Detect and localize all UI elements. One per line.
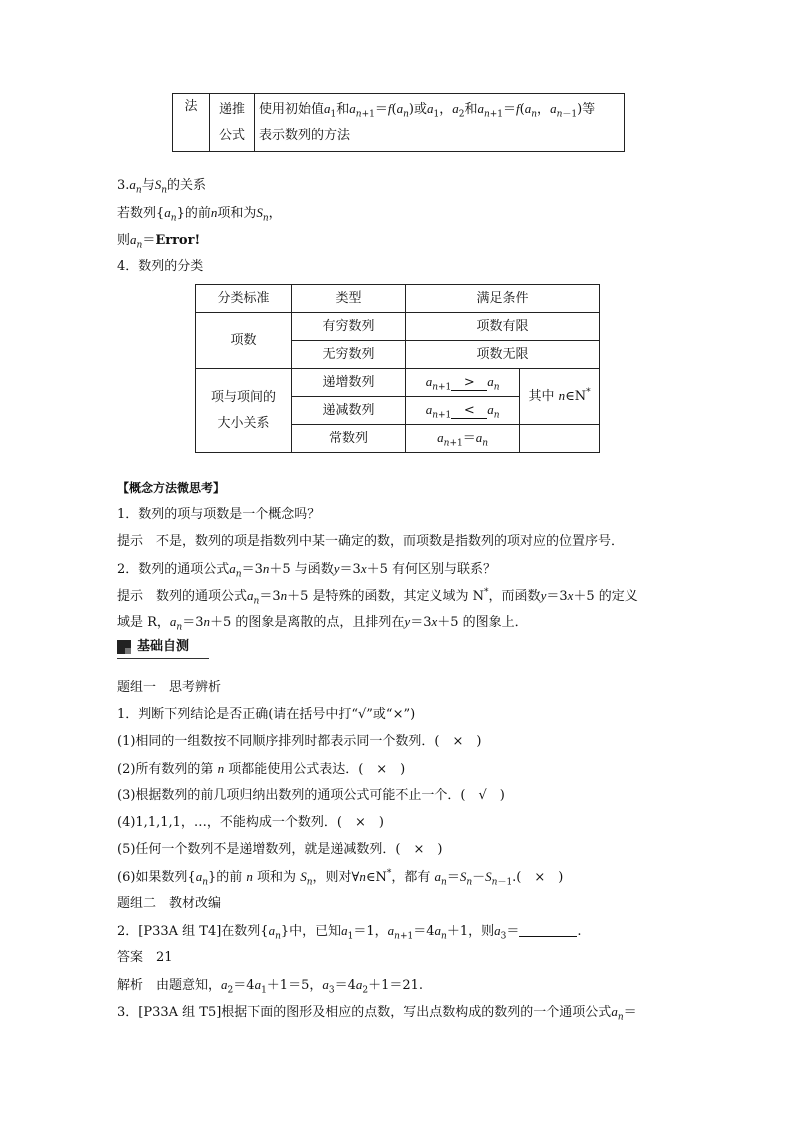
think-q2: 2．数列的通项公式$a_n=3n+5$ 与函数y＝3x＋5 有何区别与联系？	[117, 561, 497, 580]
think-header: 【概念方法微思考】	[117, 481, 226, 495]
cond-finite: 项数有限	[406, 313, 600, 341]
think-a2-line2: 域是 R，$a_n=3n+5$ 的图象是离散的点，且排列在y＝3x＋5 的图象上．	[117, 614, 528, 633]
sequence-classification-table	[195, 284, 600, 453]
type-increasing: 递增数列	[291, 369, 405, 397]
group1-item1: (1)相同的一组数按不同顺序排列时都表示同一个数列．( × )	[117, 734, 482, 749]
think-a2-line1: 提示 数列的通项公式$a_n=3n+5$ 是特殊的函数，其定义域为 N*，而函数y＝3x＋5 的定义	[117, 587, 638, 607]
section-3-heading: $3.a_n$与$S_n$的关系	[117, 177, 207, 196]
type-constant: 常数列	[291, 425, 405, 453]
group-magnitude: 项与项间的 大小关系	[196, 369, 292, 453]
cond-where: 其中 n∈N*	[520, 369, 600, 425]
group1-item3: (3)根据数列的前几项归纳出数列的通项公式可能不止一个．( √ )	[117, 788, 505, 803]
group-term-count: 项数	[196, 313, 292, 369]
group1-item6: (6)如果数列$\{a_n\}$的前 n 项和为 $S_n$，则对∀n∈N*，都有 $a_n=S_n-S_{n-1}$.( × )	[117, 868, 564, 888]
table-cell-recursive: 递推 公式	[210, 94, 255, 152]
group2-q2: 2．[P33A 组 T4]在数列$\{a_n\}$中，已知$a_1=1$，$a_{n+1}=4a_n+1$，则$a_3=$ .	[117, 923, 582, 942]
group1-title: 题组一 思考辨析	[117, 680, 222, 695]
table-cell-description: 使用初始值$a_1$和$a_{n+1}=f(a_n)$或$a_1$，$a_2$和$a_{n+1}=f(a_n$，$a_{n-1}$)等 表示数列的方法	[255, 94, 625, 152]
group2-solution: 解析 由题意知，$a_2=4a_1+1=5$，$a_3=4a_2+1=21$.	[117, 977, 424, 996]
header-type: 类型	[291, 285, 405, 313]
group2-q3: 3．[P33A 组 T5]根据下面的图形及相应的点数，写出点数构成的数列的一个通项公式$a_n=$	[117, 1004, 637, 1023]
header-criterion: 分类标准	[196, 285, 292, 313]
cond-increasing: $a_{n+1} > a_n$	[406, 369, 520, 397]
think-a1: 提示 不是，数列的项是指数列中某一确定的数，而项数是指数列的项对应的位置序号．	[117, 534, 625, 549]
answer-blank	[519, 922, 577, 937]
cond-infinite: 项数无限	[406, 341, 600, 369]
think-q1: 1．数列的项与项数是一个概念吗？	[117, 507, 321, 522]
section-marker-icon	[117, 640, 131, 654]
section-3-line2: 则$a_n=Error$!	[117, 232, 201, 251]
section-3-line1: 若数列$\{a_n\}$的前n项和为$S_n$，	[117, 205, 282, 224]
recursive-formula-table	[172, 93, 625, 152]
group1-q1: 1．判断下列结论是否正确(请在括号中打“√”或“×”)	[117, 707, 416, 722]
group1-item2: (2)所有数列的第 n 项都能使用公式表达．( × )	[117, 761, 406, 777]
cond-decreasing: $a_{n+1} < a_n$	[406, 397, 520, 425]
cond-constant: $a_{n+1}=a_n$	[406, 425, 520, 453]
section-title-basic-test: 基础自测	[117, 638, 209, 660]
type-infinite: 无穷数列	[291, 341, 405, 369]
type-decreasing: 递减数列	[291, 397, 405, 425]
group2-answer: 答案 21	[117, 950, 173, 965]
section-4-heading: 4．数列的分类	[117, 259, 204, 274]
group1-item4: (4)1,1,1,1，…，不能构成一个数列．( × )	[117, 815, 384, 830]
table-cell-method: 法	[173, 94, 210, 152]
cond-empty	[520, 425, 600, 453]
group1-item5: (5)任何一个数列不是递增数列，就是递减数列．( × )	[117, 842, 443, 857]
group2-title: 题组二 教材改编	[117, 896, 222, 911]
type-finite: 有穷数列	[291, 313, 405, 341]
header-condition: 满足条件	[406, 285, 600, 313]
